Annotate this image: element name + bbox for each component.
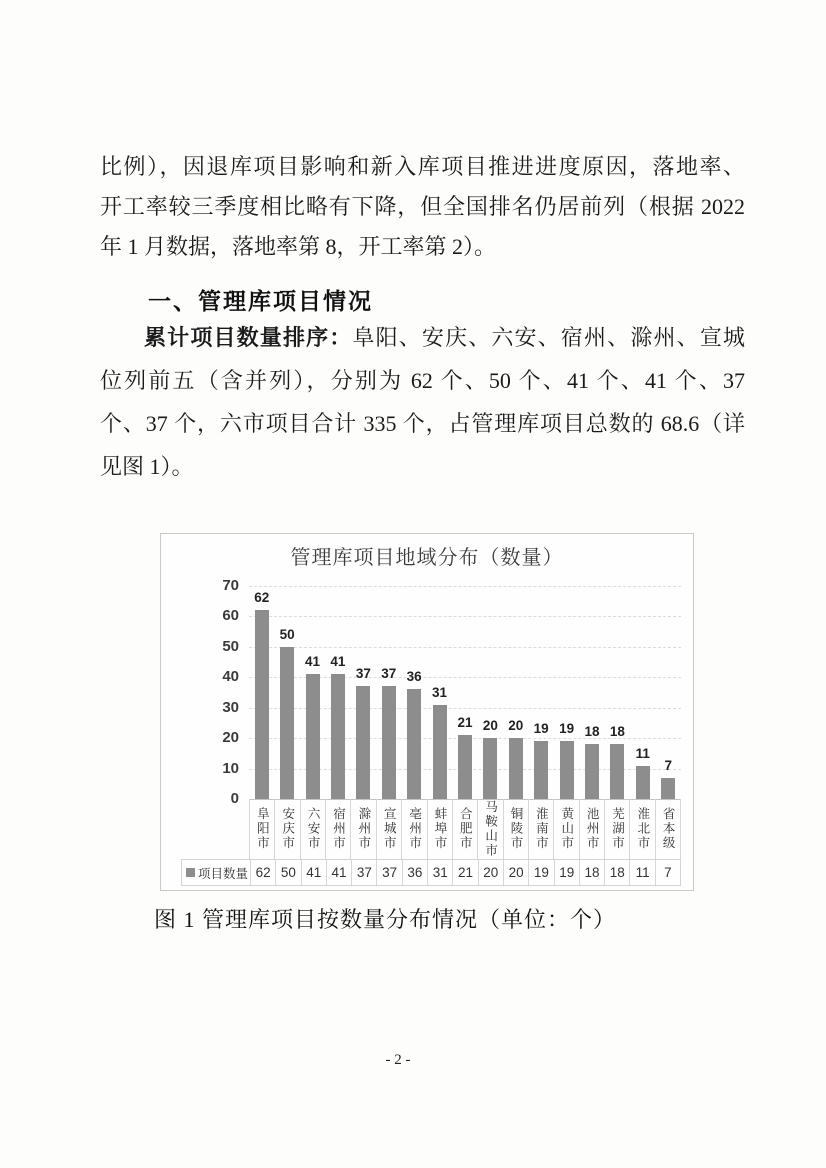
- x-axis-category-cell: [350, 799, 375, 859]
- x-axis-category-cell: [579, 799, 604, 859]
- x-axis-category-label: 铜陵市: [509, 807, 524, 851]
- table-value-cell: 37: [351, 860, 376, 885]
- x-axis-category-cell: [300, 799, 325, 859]
- bar-slot: [554, 586, 579, 799]
- legend-swatch-icon: [186, 868, 195, 877]
- bar: [255, 610, 269, 799]
- bar-slot: [478, 586, 503, 799]
- y-axis-tick-label: 60: [222, 607, 239, 625]
- body-paragraph-2: [100, 316, 745, 488]
- bar: [331, 674, 345, 799]
- table-value-cell: 41: [326, 860, 351, 885]
- bar-value-label: 20: [508, 718, 524, 734]
- x-axis-category-cell: [604, 799, 629, 859]
- bar-value-label: 36: [406, 669, 422, 685]
- x-axis-category-label: 合肥市: [458, 807, 473, 851]
- paragraph-lead-bold: 累计项目数量排序：: [144, 325, 353, 350]
- bar-slot: [605, 586, 630, 799]
- bar: [610, 744, 624, 799]
- table-value-cell: 50: [275, 860, 300, 885]
- table-value-cell: 11: [629, 860, 654, 885]
- bar-slot: [325, 586, 350, 799]
- figure-caption: 图 1 管理库项目按数量分布情况（单位：个）: [153, 907, 616, 932]
- x-axis-category-cell: [629, 799, 654, 859]
- chart-plot-area: [249, 586, 681, 800]
- bar: [280, 647, 294, 799]
- paragraph-line: [100, 316, 745, 359]
- paragraph-line-text: 阜阳、安庆、六安、宿州、滁州、宣城: [352, 325, 745, 350]
- table-value-cell: 41: [301, 860, 326, 885]
- bar-value-label: 18: [584, 724, 600, 740]
- table-value-cell: 7: [655, 860, 680, 885]
- x-axis-category-cell: [325, 799, 350, 859]
- bar-value-label: 18: [609, 724, 625, 740]
- bar-slot: [376, 586, 401, 799]
- x-axis-category-label: 安庆市: [280, 807, 295, 851]
- y-axis-tick-label: 20: [222, 729, 239, 747]
- bar-slot: [427, 586, 452, 799]
- bar-value-label: 19: [533, 721, 549, 737]
- x-axis-category-label: 阜阳市: [255, 807, 270, 851]
- bar-value-label: 62: [254, 590, 270, 606]
- x-axis-category-label: 亳州市: [407, 807, 422, 851]
- bar-value-label: 7: [664, 757, 672, 773]
- x-axis-category-cell: [452, 799, 477, 859]
- x-axis-category-cell: [477, 799, 502, 859]
- bar: [661, 778, 675, 799]
- table-value-cell: 18: [579, 860, 604, 885]
- page-number: - 2 -: [385, 1052, 411, 1068]
- x-axis-category-cell: [655, 799, 681, 859]
- x-axis-category-label: 滁州市: [356, 807, 371, 851]
- paragraph-line: 年 1 月数据，落地率第 8，开工率第 2）。: [100, 234, 497, 259]
- paragraph-line: 位列前五（含并列），分别为 62 个、50 个、41 个、41 个、37: [100, 368, 745, 393]
- bar-value-label: 37: [355, 666, 371, 682]
- bar-slot: [528, 586, 553, 799]
- bar-slot: [452, 586, 477, 799]
- chart-title: 管理库项目地域分布（数量）: [290, 547, 564, 569]
- x-axis-category-label: 淮南市: [534, 807, 549, 851]
- bar-value-label: 50: [279, 626, 295, 642]
- legend-label: 项目数量: [198, 866, 249, 881]
- x-axis-category-label: 宿州市: [331, 807, 346, 851]
- section-heading: 一、管理库项目情况: [148, 288, 373, 314]
- paragraph-line: 个、37 个，六市项目合计 335 个，占管理库项目总数的 68.6（详: [100, 411, 745, 436]
- bar: [407, 689, 421, 799]
- x-axis-category-cell: [401, 799, 426, 859]
- table-value-cell: 20: [478, 860, 503, 885]
- bar-slot: [503, 586, 528, 799]
- legend-cell: [182, 860, 250, 885]
- bar-value-label: 19: [559, 721, 575, 737]
- bar: [458, 735, 472, 799]
- bar: [534, 741, 548, 799]
- table-value-cell: 18: [604, 860, 629, 885]
- bar: [483, 738, 497, 799]
- y-axis-tick-label: 0: [230, 790, 239, 807]
- x-axis-category-label: 池州市: [585, 807, 600, 851]
- bar-value-label: 37: [381, 666, 397, 682]
- y-axis-tick-label: 70: [222, 577, 239, 594]
- y-axis-tick-label: 10: [222, 759, 239, 777]
- paragraph-line: 开工率较三季度相比略有下降，但全国排名仍居前列（根据 2022: [100, 194, 745, 219]
- table-value-cell: 37: [376, 860, 401, 885]
- x-axis-category-cell: [427, 799, 452, 859]
- bar-value-label: 21: [457, 715, 473, 731]
- bar: [382, 686, 396, 799]
- chart-data-table-row: [181, 859, 681, 886]
- bar-slot: [351, 586, 376, 799]
- paragraph-line: 见图 1）。: [100, 454, 194, 479]
- paragraph-line: 比例），因退库项目影响和新入库项目推进进度原因，落地率、: [100, 154, 745, 179]
- bar: [356, 686, 370, 799]
- table-value-cell: 21: [452, 860, 477, 885]
- bar: [433, 705, 447, 799]
- table-value-cell: 31: [427, 860, 452, 885]
- x-axis-category-label: 黄山市: [559, 807, 574, 851]
- bar-value-label: 41: [330, 654, 346, 670]
- table-value-cell: 19: [554, 860, 579, 885]
- bar-value-label: 41: [305, 654, 321, 670]
- x-axis-label-row: [249, 799, 681, 859]
- x-axis-category-label: 芜湖市: [610, 807, 625, 851]
- x-axis-category-cell: [274, 799, 299, 859]
- x-axis-category-cell: [376, 799, 401, 859]
- bar-slot: [249, 586, 274, 799]
- body-paragraph-1: [100, 147, 745, 267]
- y-axis-tick-label: 40: [222, 668, 239, 686]
- x-axis-category-label: 六安市: [306, 807, 321, 851]
- bar: [636, 766, 650, 799]
- y-axis-tick-label: 50: [222, 637, 239, 655]
- x-axis-category-cell: [528, 799, 553, 859]
- table-value-cell: 20: [503, 860, 528, 885]
- x-axis-category-cell: [249, 799, 274, 859]
- bar-slot: [274, 586, 299, 799]
- table-values: [250, 860, 680, 885]
- bar: [585, 744, 599, 799]
- bar-chart: [160, 533, 694, 891]
- x-axis-category-cell: [553, 799, 578, 859]
- x-axis-category-label: 宣城市: [382, 807, 397, 851]
- bar: [560, 741, 574, 799]
- bar-value-label: 11: [635, 745, 650, 761]
- table-value-cell: 36: [402, 860, 427, 885]
- bar-slot: [579, 586, 604, 799]
- bar-value-label: 20: [482, 718, 498, 734]
- table-value-cell: 19: [528, 860, 553, 885]
- x-axis-category-label: 蚌埠市: [432, 807, 447, 851]
- y-axis-tick-label: 30: [222, 698, 239, 716]
- x-axis-category-label: 马鞍山市: [483, 800, 498, 858]
- bar-slot: [300, 586, 325, 799]
- bar: [509, 738, 523, 799]
- x-axis-category-cell: [503, 799, 528, 859]
- bar-slot: [656, 586, 681, 799]
- table-value-cell: 62: [250, 860, 275, 885]
- bar-value-label: 31: [432, 684, 448, 700]
- x-axis-category-label: 淮北市: [635, 807, 650, 851]
- x-axis-category-label: 省本级: [661, 807, 676, 851]
- bar: [306, 674, 320, 799]
